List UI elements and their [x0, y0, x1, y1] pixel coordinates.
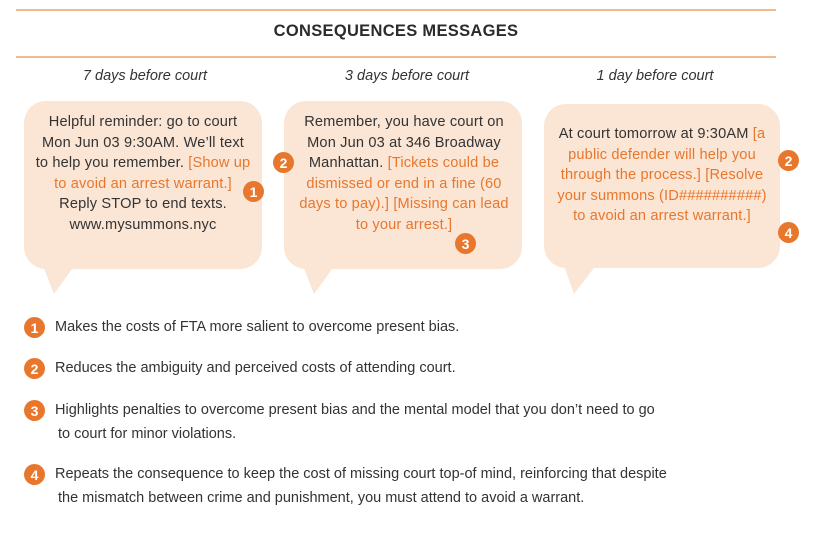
annotation-badge-1: 1	[243, 181, 264, 202]
title-rule	[16, 56, 776, 58]
legend-badge-1: 1	[24, 317, 45, 338]
highlighted-consequence-2: [Resolve your summons (ID##########) to avoid an arrest warrant.]	[557, 167, 767, 224]
message-bubble-1-day	[544, 104, 780, 268]
legend-badge-3: 3	[24, 400, 45, 421]
column-heading-1-day: 1 day before court	[596, 68, 714, 84]
annotation-badge-2: 2	[273, 152, 294, 173]
annotation-badge-3: 3	[455, 233, 476, 254]
page-title: CONSEQUENCES MESSAGES	[273, 22, 519, 40]
legend-text: Makes the costs of FTA more salient to overcome present bias.	[55, 319, 460, 335]
message-bubble-7-days	[24, 101, 262, 269]
message-text-end: Reply STOP to end texts. www.mysummons.nyc	[59, 196, 227, 233]
legend-text: Reduces the ambiguity and perceived costs of attending court.	[55, 360, 456, 376]
legend-badge-4: 4	[24, 464, 45, 485]
legend-item-4	[24, 463, 784, 513]
legend-text-line-1: Highlights penalties to overcome present bias and the mental model that you don’t need to go	[55, 402, 655, 418]
annotation-badge-2: 2	[778, 150, 799, 171]
message-text: At court tomorrow at 9:30AM	[558, 126, 753, 142]
top-rule	[16, 9, 776, 11]
legend-text-line-1: Repeats the consequence to keep the cost of missing court top-of mind, reinforcing that despite	[55, 466, 667, 482]
legend-badge-2: 2	[24, 358, 45, 379]
legend-item-3	[24, 399, 784, 449]
column-heading-3-days: 3 days before court	[344, 68, 470, 84]
message-text: Remember, you have court on Mon Jun 03 at 346 Broadway Manhattan.	[304, 114, 504, 171]
message-bubble-3-days	[284, 101, 522, 269]
legend-text-line-2: to court for minor violations.	[58, 426, 237, 442]
highlighted-consequence-2: [Missing can lead to your arrest.]	[355, 196, 509, 233]
highlighted-consequence: [Tickets could be dismissed or end in a fine (60 days to pay).]	[299, 155, 502, 212]
column-heading-7-days: 7 days before court	[82, 68, 208, 84]
highlighted-consequence: [a public defender will help you through the process.]	[560, 126, 766, 183]
legend-text-line-2: the mismatch between crime and punishment, you must attend to avoid a warrant.	[58, 490, 585, 506]
highlighted-consequence: [Show up to avoid an arrest warrant.]	[54, 155, 251, 192]
message-text: Helpful reminder: go to court Mon Jun 03 9:30AM. We’ll text to help you remember.	[35, 114, 244, 171]
annotation-badge-4: 4	[778, 222, 799, 243]
